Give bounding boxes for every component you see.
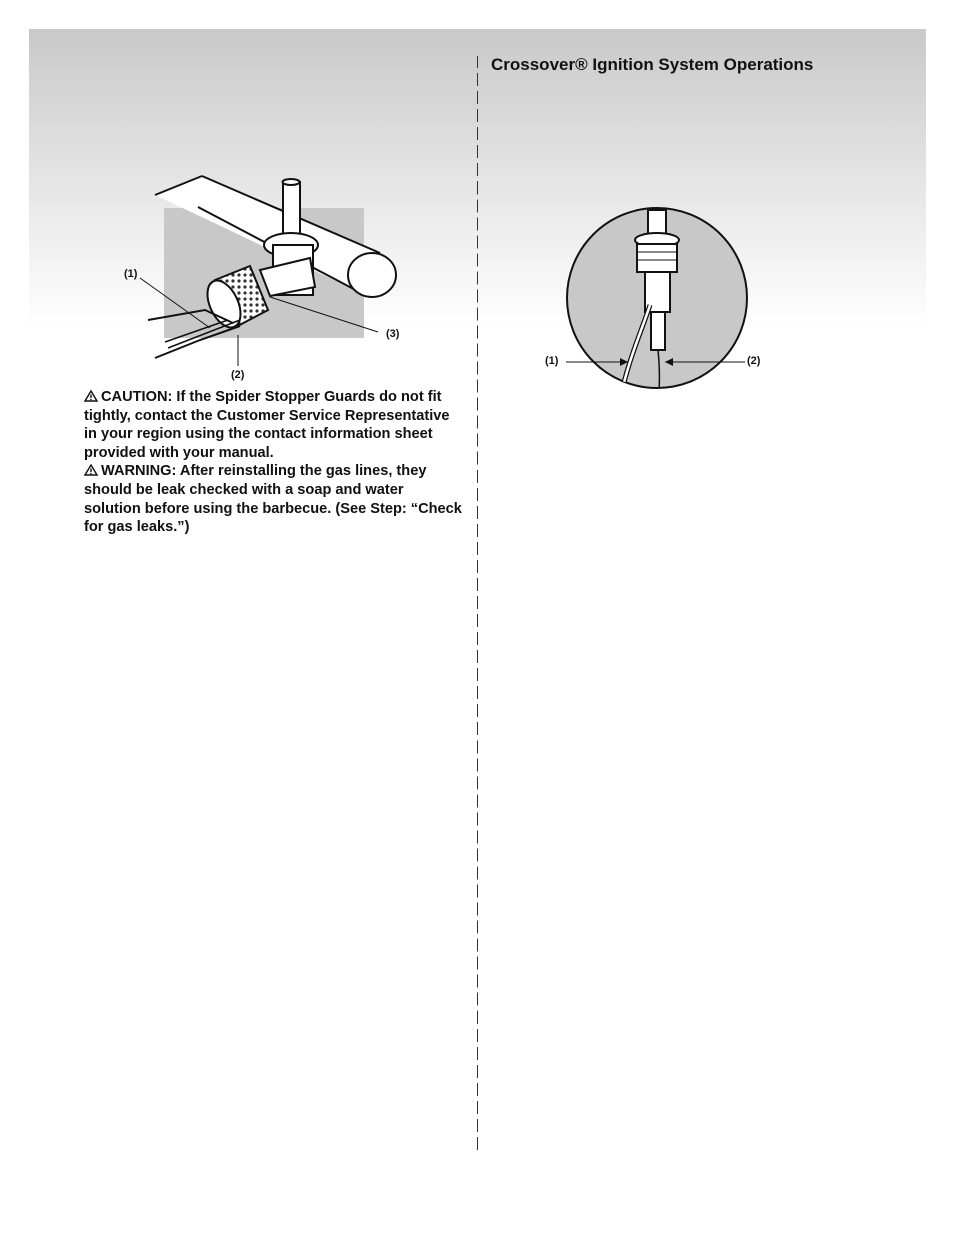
callout-2: (2) — [747, 355, 761, 367]
warning-triangle-icon — [84, 464, 98, 476]
callout-1: (1) — [545, 355, 559, 367]
column-divider — [477, 56, 478, 1150]
warning-note — [84, 462, 464, 536]
warning-text: WARNING: After reinstalling the gas lines, they should be leak checked with a soap and water solution before using the barbecue. (See Step: “Check for gas leaks.”) — [84, 463, 462, 536]
burner-tube-drawing — [110, 170, 410, 385]
callout-1: (1) — [124, 268, 138, 280]
safety-notes — [84, 388, 464, 537]
spider-guard-illustration — [110, 170, 410, 385]
callout-2: (2) — [231, 369, 245, 381]
igniter-illustration — [540, 200, 780, 395]
warning-triangle-icon — [84, 390, 98, 402]
caution-text: CAUTION: If the Spider Stopper Guards do not fit tightly, contact the Customer Service Representative in your region using the contact information sheet provided with your manual. — [84, 389, 450, 461]
igniter-drawing — [540, 200, 780, 395]
section-title: Crossover® Ignition System Operations — [491, 55, 814, 74]
callout-3: (3) — [386, 328, 400, 340]
caution-note — [84, 388, 464, 462]
